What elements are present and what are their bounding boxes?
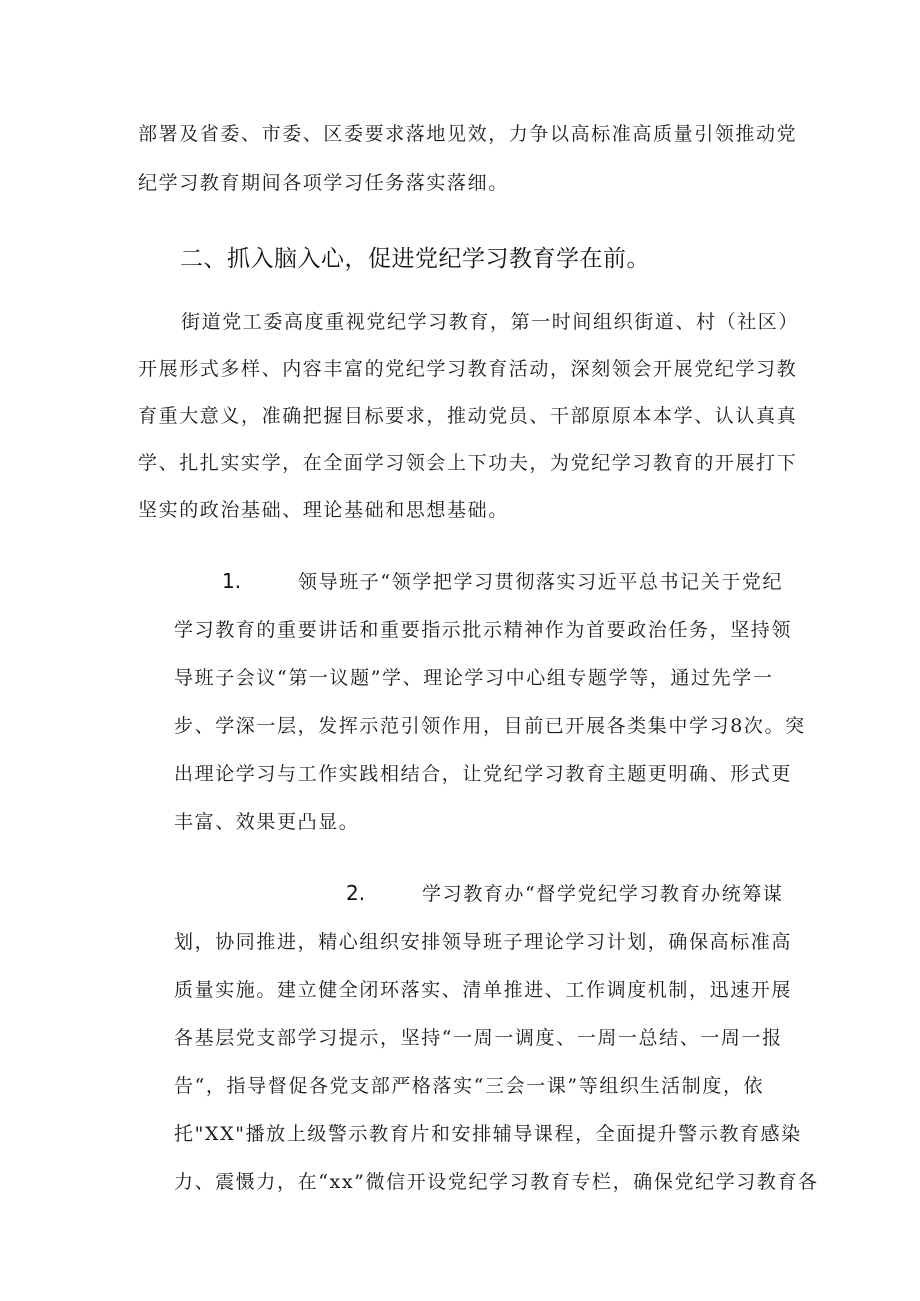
paragraph-line: 育重大意义，准确把握目标要求，推动党员、干部原原本本学、认认真真: [138, 405, 798, 427]
section-heading: 二、抓入脑入心，促进党纪学习教育学在前。: [180, 246, 650, 272]
list-item-line: 质量实施。建立健全闭环落实、清单推进、工作调度机制，迅速开展: [174, 979, 793, 1001]
list-item-number: 1.: [222, 569, 242, 593]
paragraph-line: 坚实的政治基础、理论基础和思想基础。: [138, 499, 509, 521]
list-item-line: 领导班子“领学把学习贯彻落实习近平总书记关于党纪: [298, 571, 784, 593]
intro-line: 部署及省委、市委、区委要求落地见效，力争以高标准高质量引领推动党: [138, 123, 798, 145]
list-item-line: 丰富、效果更凸显。: [174, 811, 360, 833]
paragraph-line: 学、扎扎实实学，在全面学习领会上下功夫，为党纪学习教育的开展打下: [138, 452, 798, 474]
list-item-line: 各基层党支部学习提示，坚持“一周一调度、一周一总结、一周一报: [174, 1027, 783, 1049]
intro-line: 纪学习教育期间各项学习任务落实落细。: [138, 172, 509, 194]
list-item-number: 2.: [346, 881, 366, 905]
paragraph-line: 街道党工委高度重视党纪学习教育，第一时间组织街道、村（社区）: [181, 311, 800, 333]
list-item-line: 导班子会议“第一议题”学、理论学习中心组专题学等，通过先学一: [174, 667, 774, 689]
list-item-line: 划，协同推进，精心组织安排领导班子理论学习计划，确保高标准高: [174, 931, 793, 953]
list-item-line: 学习教育办“督学党纪学习教育办统筹谋: [422, 883, 784, 905]
list-item-line: 告“，指导督促各党支部严格落实“三会一课”等组织生活制度，依: [174, 1075, 765, 1097]
list-item-line: 出理论学习与工作实践相结合，让党纪学习教育主题更明确、形式更: [174, 763, 793, 785]
list-item-line: 力、震慑力，在“xx”微信开设党纪学习教育专栏，确保党纪学习教育各: [174, 1171, 819, 1193]
list-item-line: 学习教育的重要讲话和重要指示批示精神作为首要政治任务，坚持领: [174, 619, 793, 641]
list-item-line: 托"XX"播放上级警示教育片和安排辅导课程，全面提升警示教育感染: [174, 1123, 802, 1145]
paragraph-line: 开展形式多样、内容丰富的党纪学习教育活动，深刻领会开展党纪学习教: [138, 358, 798, 380]
list-item-line: 步、学深一层，发挥示范引领作用，目前已开展各类集中学习8次。突: [174, 715, 806, 737]
